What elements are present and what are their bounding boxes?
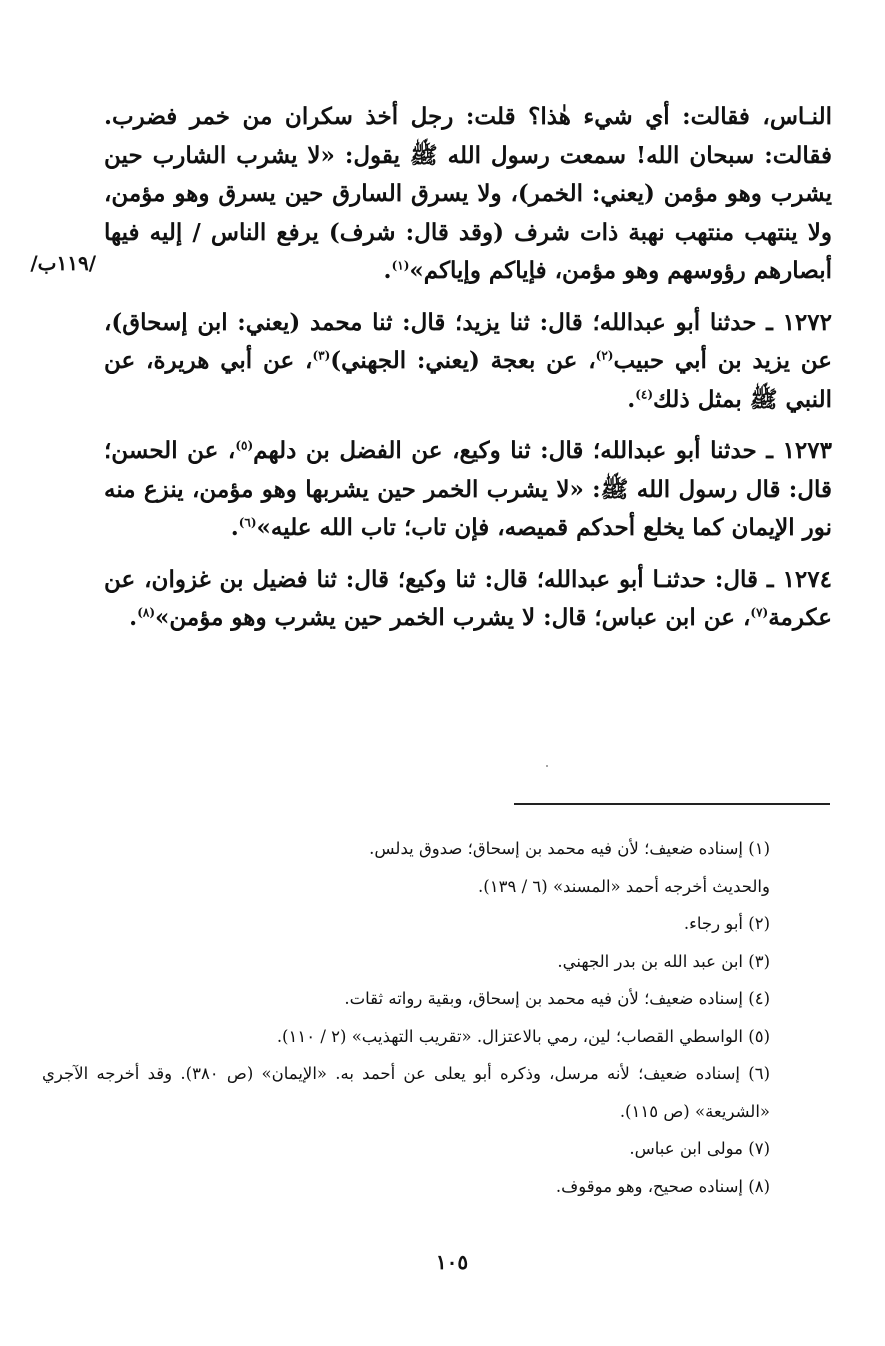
hadith-text: ـ حدثنا أبو عبدالله؛ قال: ثنا يزيد؛ قال: ثنا محمد (يعني: ابن إسحاق)، عن يزيد بن أبي حبيب bbox=[104, 308, 833, 374]
hadith-end: . bbox=[627, 385, 636, 413]
paragraph-text: النـاس، فقالت: أي شيء هٰذا؟ قلت: رجل أخذ سكران من خمر فضرب. فقالت: سبحان الله! سمعت رسول الله ﷺ يقول: «لا يشرب الشارب حين يشرب وهو مؤمن (يعني: الخمر)، ولا يسرق السارق حين يسرق وهو مؤمن، ولا ينتهب منتهب نهبة ذات شرف (وقد قال: شرف) يرفع الناس / إليه فيها أبصارهم رؤوسهم وهو مؤمن، فإياكم وإياكم» bbox=[104, 103, 832, 284]
manuscript-folio-marker: /١١٩ب/ bbox=[30, 251, 96, 275]
footnote-ref-8: (٨) bbox=[137, 605, 156, 620]
footnote-ref-4: (٤) bbox=[635, 386, 654, 401]
hadith-text: ـ قال: حدثنـا أبو عبدالله؛ قال: ثنا وكيع؛ قال: ثنا فضيل بن غزوان، عن عكرمة bbox=[104, 565, 832, 631]
print-speck bbox=[546, 765, 548, 767]
hadith-number: ١٢٧٢ bbox=[782, 308, 832, 336]
hadith-text: ، عن الحسن؛ قال: قال رسول الله ﷺ: «لا يشرب الخمر حين يشربها وهو مؤمن، ينزع منه نور الإيمان كما يخلع أحدكم قميصه، فإن تاب؛ تاب الله عليه» bbox=[104, 437, 832, 541]
hadith-1274 bbox=[104, 561, 832, 638]
footnote-5: (٥) الواسطي القصاب؛ لين، رمي بالاعتزال. «تقريب التهذيب» (٢ / ١١٠). bbox=[276, 1026, 770, 1046]
main-text bbox=[104, 98, 832, 638]
footnote-1: (١) إسناده ضعيف؛ لأن فيه محمد بن إسحاق؛ صدوق يدلس. bbox=[369, 839, 770, 858]
footnote-separator bbox=[514, 803, 830, 805]
footnote-ref-2: (٢) bbox=[595, 348, 614, 363]
footnote-ref-1: (١) bbox=[391, 258, 410, 273]
footnote-8: (٨) إسناده صحيح، وهو موقوف. bbox=[555, 1176, 770, 1196]
hadith-end: . bbox=[230, 514, 239, 541]
hadith-1272 bbox=[104, 304, 832, 420]
footnote-7: (٧) مولى ابن عباس. bbox=[629, 1139, 770, 1158]
hadith-text: ، عن أبي هريرة، عن النبي ﷺ بمثل ذلك bbox=[104, 347, 832, 413]
paragraph-end: . bbox=[383, 257, 392, 284]
hadith-number: ١٢٧٤ bbox=[782, 565, 832, 593]
footnote-1-continuation: والحديث أخرجه أحمد «المسند» (٦ / ١٣٩). bbox=[478, 876, 770, 896]
hadith-1273 bbox=[104, 432, 832, 548]
hadith-text: ، عن ابن عباس؛ قال: لا يشرب الخمر حين يشرب وهو مؤمن» bbox=[155, 604, 751, 631]
hadith-end: . bbox=[129, 604, 138, 631]
hadith-text: ، عن بعجة (يعني: الجهني) bbox=[330, 347, 596, 374]
footnote-2: (٢) أبو رجاء. bbox=[683, 914, 770, 933]
footnote-ref-5: (٥) bbox=[235, 438, 254, 453]
hadith-text: ـ حدثنا أبو عبدالله؛ قال: ثنا وكيع، عن الفضل بن دلهم bbox=[253, 437, 783, 464]
footnotes bbox=[42, 830, 770, 1205]
footnote-3: (٣) ابن عبد الله بن بدر الجهني. bbox=[557, 951, 770, 971]
footnote-ref-6: (٦) bbox=[238, 515, 257, 530]
footnote-ref-7: (٧) bbox=[750, 605, 769, 620]
paragraph-continuation bbox=[104, 98, 832, 291]
footnote-ref-3: (٣) bbox=[312, 348, 331, 363]
footnote-4: (٤) إسناده ضعيف؛ لأن فيه محمد بن إسحاق، وبقية رواته ثقات. bbox=[344, 989, 770, 1008]
hadith-number: ١٢٧٣ bbox=[782, 437, 832, 464]
page-number: ١٠٥ bbox=[435, 1250, 469, 1274]
footnote-6: (٦) إسناده ضعيف؛ لأنه مرسل، وذكره أبو يعلى عن أحمد به. «الإيمان» (ص ٣٨٠). وقد أخرجه الآجري «الشريعة» (ص ١١٥). bbox=[42, 1064, 770, 1121]
